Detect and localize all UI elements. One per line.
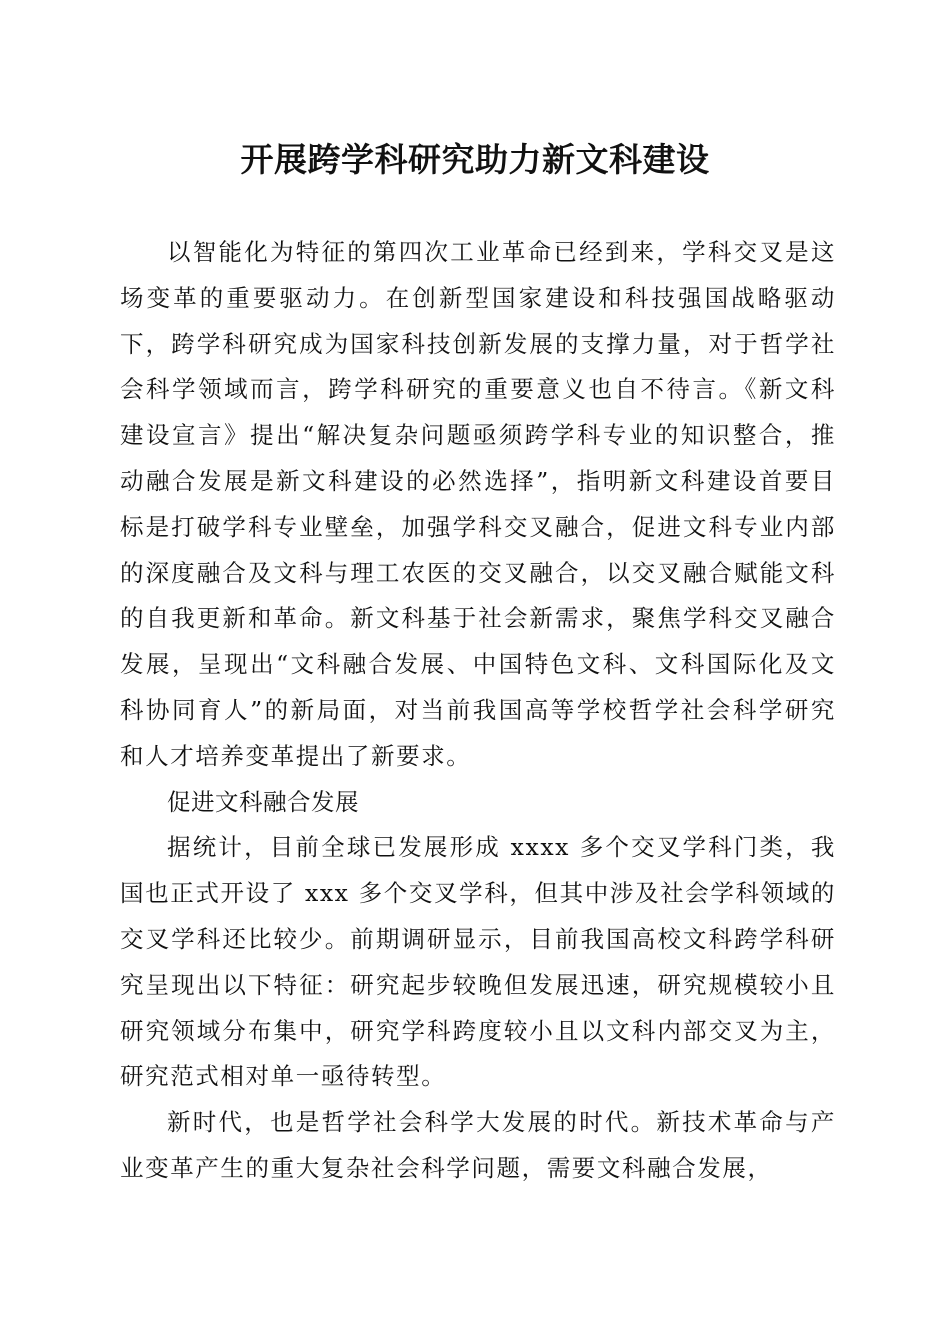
document-title: 开展跨学科研究助力新文科建设 <box>240 140 710 179</box>
document-body <box>120 230 836 1192</box>
paragraph-new-era: 新时代，也是哲学社会科学大发展的时代。新技术革命与产业变革产生的重大复杂社会科学问题，需要文科融合发展， <box>120 1108 836 1182</box>
paragraph-intro: 以智能化为特征的第四次工业革命已经到来，学科交叉是这场变革的重要驱动力。在创新型国家建设和科技强国战略驱动下，跨学科研究成为国家科技创新发展的支撑力量，对于哲学社会科学领域而言，跨学科研究的重要意义也自不待言。《新文科建设宣言》提出“解决复杂问题亟须跨学科专业的知识整合，推动融合发展是新文科建设的必然选择”，指明新文科建设首要目标是打破学科专业壁垒，加强学科交叉融合，促进文科专业内部的深度融合及文科与理工农医的交叉融合，以交叉融合赋能文科的自我更新和革命。新文科基于社会新需求，聚焦学科交叉融合发展，呈现出“文科融合发展、中国特色文科、文科国际化及文科协同育人”的新局面，对当前我国高等学校哲学社会科学研究和人才培养变革提出了新要求。 <box>120 238 836 770</box>
section-heading: 促进文科融合发展 <box>167 787 359 816</box>
paragraph-statistics: 据统计，目前全球已发展形成 xxxx 多个交叉学科门类，我国也正式开设了 xxx 多个交叉学科，但其中涉及社会学科领域的交叉学科还比较少。前期调研显示，目前我国高校文科跨学科研究呈现出以下特征：研究起步较晚但发展迅速，研究规模较小且研究领域分布集中，研究学科跨度较小且以文科内部交叉为主，研究范式相对单一亟待转型。 <box>120 833 836 1091</box>
